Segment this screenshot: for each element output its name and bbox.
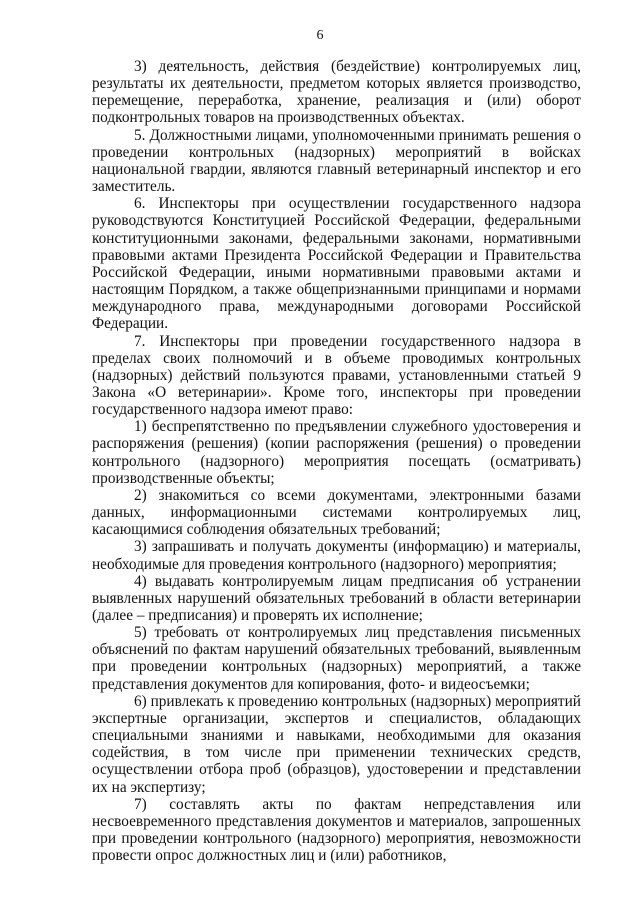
list-item-right-7: 7) составлять акты по фактам непредставления или несвоевременного представления документов и материалов, запрошенных при проведении контрольного (надзорного) мероприятия, невозможности провести опрос должностных лиц и (или) работников, bbox=[92, 795, 581, 865]
paragraph-inspectors-rights: 7. Инспекторы при проведении государственного надзора в пределах своих полномочий и в объеме проводимых контрольных (надзорных) действий пользуются правами, установленными статьей 9 Закона «О ветеринарии». Кроме того, инспекторы при проведении государственного надзора имеют право: bbox=[92, 332, 581, 419]
list-item-right-2: 2) знакомиться со всеми документами, электронными базами данных, информационными системами контролируемых лиц, касающимися соблюдения обязательных требований; bbox=[92, 486, 581, 539]
list-item-right-1: 1) беспрепятственно по предъявлении служебного удостоверения и распоряжения (решения) (копии распоряжения (решения) о проведении контрольного (надзорного) мероприятия посещать (осматривать) производственные объекты; bbox=[92, 418, 581, 487]
paragraph-officials-authorized: 5. Должностными лицами, уполномоченными принимать решения о проведении контрольных (надзорных) мероприятий в войсках национальной гвардии, являются главный ветеринарный инспектор и его заместитель. bbox=[92, 126, 581, 196]
document-body bbox=[92, 58, 581, 864]
list-item-right-5: 5) требовать от контролируемых лиц представления письменных объяснений по фактам нарушений обязательных требований, выявленным при проведении контрольных (надзорных) мероприятий, а также представления документов для копирования, фото- и видеосъемки; bbox=[92, 624, 581, 693]
page-number: 6 bbox=[316, 28, 324, 43]
list-item-right-4: 4) выдавать контролируемым лицам предписания об устранении выявленных нарушений обязательных требований в области ветеринарии (далее – предписания) и проверять их исполнение; bbox=[92, 572, 581, 624]
list-item-right-6: 6) привлекать к проведению контрольных (надзорных) мероприятий экспертные организации, экспертов и специалистов, обладающих специальными знаниями и навыками, необходимыми для оказания содействия, в том числе при применении технических средств, осуществлении отбора проб (образцов), удостоверении и представлении их на экспертизу; bbox=[92, 692, 581, 796]
paragraph-inspectors-guidance: 6. Инспекторы при осуществлении государственного надзора руководствуются Конституцией Российской Федерации, федеральными конституционными законами, федеральными законами, нормативными правовыми актами Президента Российской Федерации и Правительства Российской Федерации, иными нормативными правовыми актами и настоящим Порядком, а также общепризнанными принципами и нормами международного права, международными договорами Российской Федерации. bbox=[92, 195, 581, 333]
list-item-right-3: 3) запрашивать и получать документы (информацию) и материалы, необходимые для проведения контрольного (надзорного) мероприятия; bbox=[92, 538, 581, 573]
paragraph-item-3-activities: 3) деятельность, действия (бездействие) контролируемых лиц, результаты их деятельности, предметом которых является производство, перемещение, переработка, хранение, реализация и (или) оборот подконтрольных товаров на производственных объектах. bbox=[92, 58, 581, 127]
